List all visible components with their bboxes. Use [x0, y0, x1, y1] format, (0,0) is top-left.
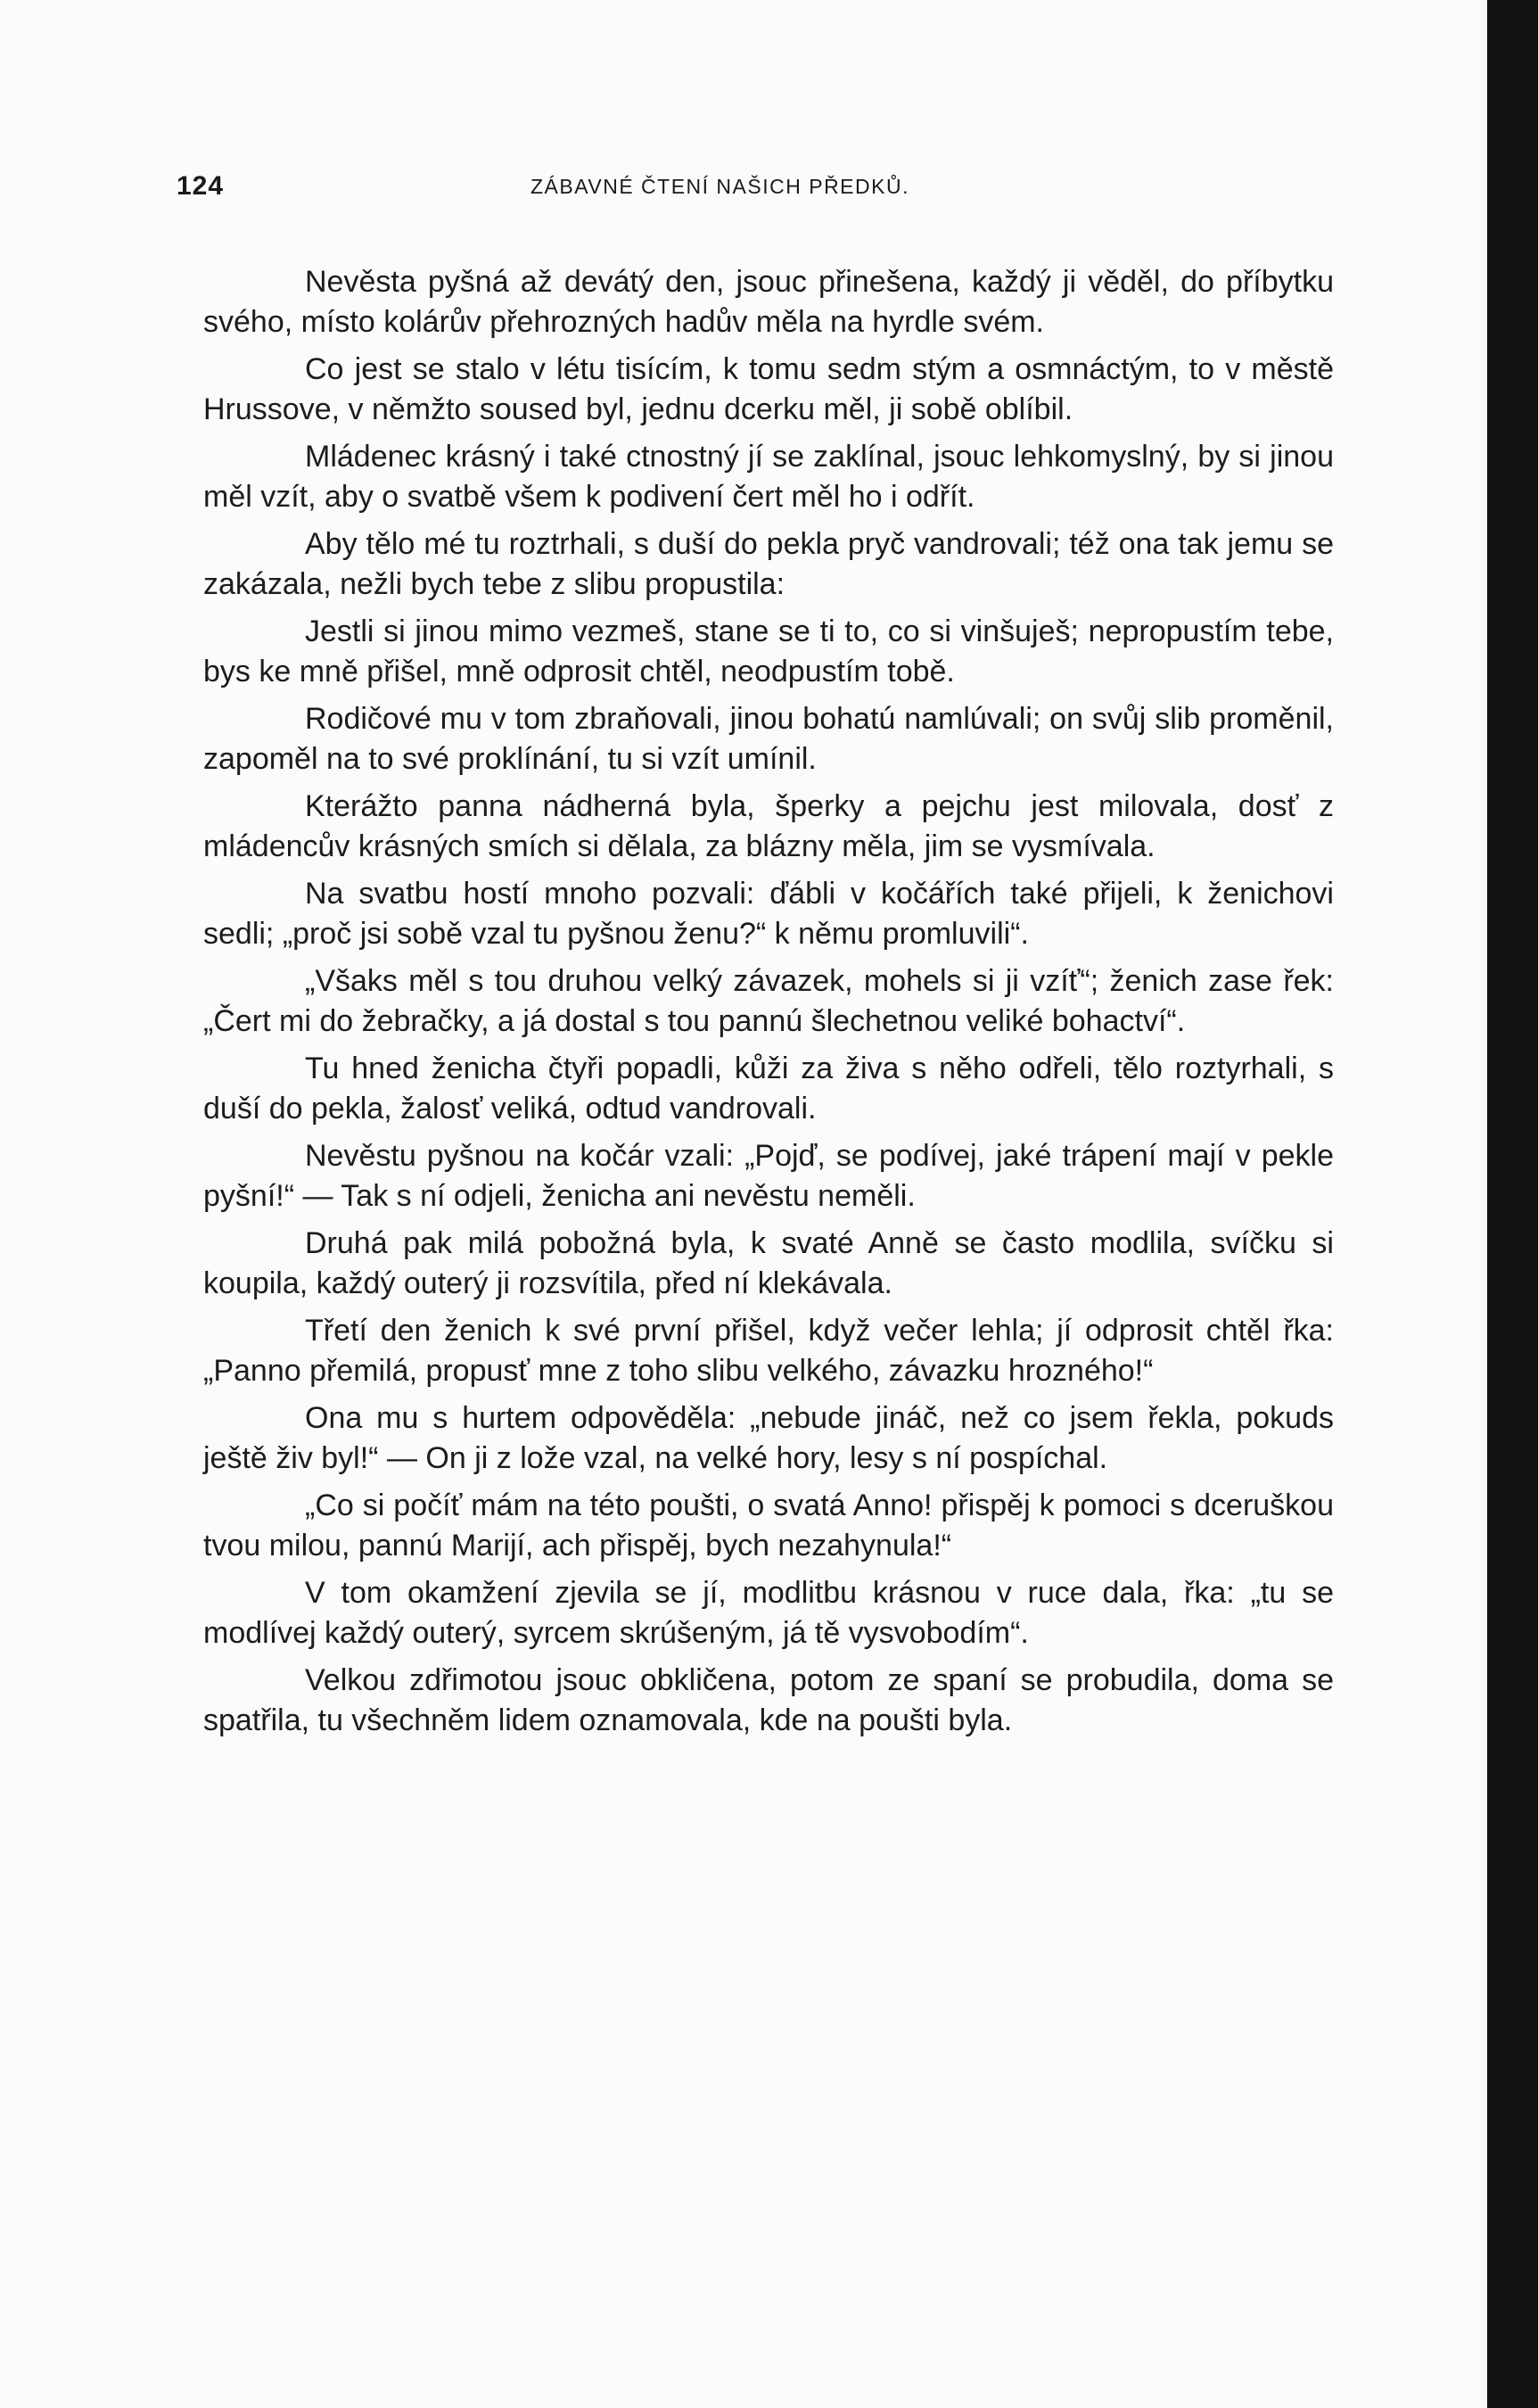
paragraph: Rodičové mu v tom zbraňovali, jinou bohatú namlúvali; on svůj slib proměnil, zapoměl na to své proklínání, tu si vzít umínil. — [203, 702, 1334, 776]
paragraph: Ona mu s hurtem odpověděla: „nebude jináč, než co jsem řekla, pokuds ještě živ byl!“ — On ji z lože vzal, na velké hory, lesy s ní pospíchal. — [203, 1401, 1334, 1475]
paragraph: Kterážto panna nádherná byla, šperky a pejchu jest milovala, dosť z mládencův krásných smích si dělala, za blázny měla, jim se vysmívala. — [203, 789, 1334, 863]
paragraph: Velkou zdřimotou jsouc obkličena, potom ze spaní se probudila, doma se spatřila, tu všechněm lidem oznamovala, kde na poušti byla. — [203, 1663, 1334, 1737]
running-title: ZÁBAVNÉ ČTENÍ NAŠICH PŘEDKŮ. — [530, 175, 909, 198]
paragraph: Jestli si jinou mimo vezmeš, stane se ti to, co si vinšuješ; nepropustím tebe, bys ke mně přišel, mně odprosit chtěl, neodpustím tobě. — [203, 614, 1334, 689]
paragraph: Co jest se stalo v létu tisícím, k tomu sedm stým a osmnáctým, to v městě Hrussove, v němžto soused byl, jednu dcerku měl, ji sobě oblíbil. — [203, 352, 1334, 426]
scan-edge — [1487, 0, 1538, 2408]
paragraph: Mládenec krásný i také ctnostný jí se zaklínal, jsouc lehkomyslný, by si jinou měl vzít, aby o svatbě všem k podivení čert měl ho i odřít. — [203, 440, 1334, 514]
page-number: 124 — [177, 171, 225, 201]
paragraph: „Co si počíť mám na této poušti, o svatá Anno! přispěj k pomoci s dceruškou tvou milou, pannú Marijí, ach přispěj, bych nezahynula!“ — [203, 1489, 1334, 1563]
paragraph: V tom okamžení zjevila se jí, modlitbu krásnou v ruce dala, řka: „tu se modlívej každý outerý, syrcem skrúšeným, já tě vysvobodím“. — [203, 1576, 1334, 1650]
paragraph: Nevěsta pyšná až devátý den, jsouc přinešena, každý ji věděl, do příbytku svého, místo kolárův přehrozných hadův měla na hyrdle svém. — [203, 265, 1334, 339]
page-header — [177, 171, 1336, 207]
paragraph: Aby tělo mé tu roztrhali, s duší do pekla pryč vandrovali; též ona tak jemu se zakázala, nežli bych tebe z slibu propustila: — [203, 527, 1334, 601]
paragraph: Třetí den ženich k své první přišel, když večer lehla; jí odprosit chtěl řka: „Panno přemilá, propusť mne z toho slibu velkého, závazku hrozného!“ — [203, 1314, 1334, 1388]
paragraph: Druhá pak milá pobožná byla, k svaté Anně se často modlila, svíčku si koupila, každý outerý ji rozsvítila, před ní klekávala. — [203, 1226, 1334, 1300]
paragraph: Nevěstu pyšnou na kočár vzali: „Pojď, se podívej, jaké trápení mají v pekle pyšní!“ — Tak s ní odjeli, ženicha ani nevěstu neměli. — [203, 1139, 1334, 1213]
paragraph: Tu hned ženicha čtyři popadli, kůži za živa s něho odřeli, tělo roztyrhali, s duší do pekla, žalosť veliká, odtud vandrovali. — [203, 1051, 1334, 1126]
body-text — [203, 262, 1334, 1748]
paragraph: Na svatbu hostí mnoho pozvali: ďábli v kočářích také přijeli, k ženichovi sedli; „proč jsi sobě vzal tu pyšnou ženu?“ k němu promluvili“. — [203, 877, 1334, 951]
paragraph: „Všaks měl s tou druhou velký závazek, mohels si ji vzíť“; ženich zase řek: „Čert mi do žebračky, a já dostal s tou pannú šlechetnou veliké bohactví“. — [203, 964, 1334, 1038]
